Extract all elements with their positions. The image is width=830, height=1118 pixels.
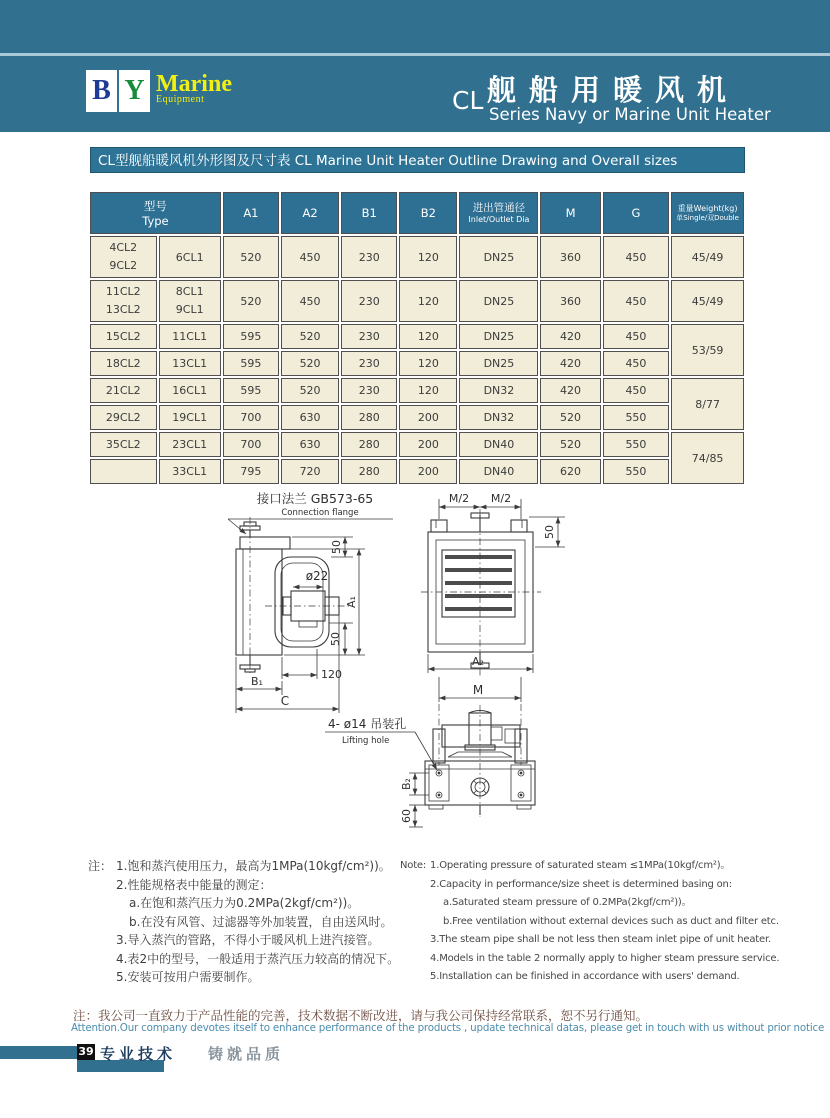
note-item: 3.导入蒸汽的管路，不得小于暖风机上进汽接管。 bbox=[116, 933, 380, 947]
note-item: 3.The steam pipe shall be not less then steam inlet pipe of unit heater. bbox=[430, 934, 771, 945]
table-cell: 74/85 bbox=[671, 432, 744, 484]
table-cell: 700 bbox=[223, 405, 279, 430]
table-cell: DN40 bbox=[459, 432, 538, 457]
table-cell: 630 bbox=[281, 405, 339, 430]
table-cell: 700 bbox=[223, 432, 279, 457]
table-cell: 420 bbox=[540, 324, 600, 349]
note-item: 5.安装可按用户需要制作。 bbox=[116, 970, 260, 984]
logo-marine-text: Marine bbox=[156, 71, 232, 97]
dim-120-label: 120 bbox=[321, 668, 342, 681]
page-subtitle-en: Series Navy or Marine Unit Heater bbox=[489, 105, 771, 124]
table-cell: DN32 bbox=[459, 405, 538, 430]
table-cell: 795 bbox=[223, 459, 279, 484]
table-row bbox=[90, 378, 744, 403]
table-cell: 520 bbox=[223, 280, 279, 322]
table-cell: 420 bbox=[540, 378, 600, 403]
table-cell: 33CL1 bbox=[159, 459, 221, 484]
dim-60-label: 60 bbox=[400, 809, 413, 823]
top-view bbox=[325, 704, 535, 827]
dim-50-right-label: 50 bbox=[543, 525, 556, 539]
table-cell: 4CL2 9CL2 bbox=[90, 236, 157, 278]
top-band bbox=[0, 0, 830, 53]
table-cell: 200 bbox=[399, 432, 457, 457]
table-header-row bbox=[90, 192, 744, 234]
flange-label-cn: 接口法兰 GB573-65 bbox=[256, 491, 374, 506]
table-cell: 230 bbox=[341, 280, 397, 322]
table-cell: 120 bbox=[399, 280, 457, 322]
table-cell: DN25 bbox=[459, 324, 538, 349]
dim-m-label: M bbox=[472, 683, 484, 697]
header-a1: A1 bbox=[223, 192, 279, 234]
table-cell: 29CL2 bbox=[90, 405, 157, 430]
dim-a1-label: A₁ bbox=[345, 596, 358, 608]
table-cell: 420 bbox=[540, 351, 600, 376]
page-number: 39 bbox=[78, 1045, 94, 1058]
motor-side bbox=[265, 591, 349, 627]
table-cell: 120 bbox=[399, 324, 457, 349]
table-cell: 13CL1 bbox=[159, 351, 221, 376]
table-cell: 520 bbox=[540, 405, 600, 430]
table-cell: 360 bbox=[540, 280, 600, 322]
dim-50-top-label: 50 bbox=[330, 540, 343, 554]
attention-en: Attention.Our company devotes itself to enhance performance of the products , update technical datas, please get in touch with us without prior notice bbox=[71, 1022, 825, 1034]
table-cell: 45/49 bbox=[671, 236, 744, 278]
table-cell: DN32 bbox=[459, 378, 538, 403]
dim-b1-label: B₁ bbox=[251, 675, 263, 688]
logo-letter-b: B bbox=[86, 70, 117, 112]
table-cell: 280 bbox=[341, 405, 397, 430]
table-cell: 11CL2 13CL2 bbox=[90, 280, 157, 322]
note-item: 2.Capacity in performance/size sheet is determined basing on: bbox=[430, 878, 732, 890]
heater-top-cap bbox=[240, 537, 290, 549]
section-title-bar: CL型舰船暖风机外形图及尺寸表 CL Marine Unit Heater Outline Drawing and Overall sizes bbox=[90, 147, 745, 173]
dim-c-label: C bbox=[280, 694, 290, 708]
header-weight-line2: 单Single/双Double bbox=[676, 214, 739, 222]
table-cell: 11CL1 bbox=[159, 324, 221, 349]
footer-slogan-right: 铸就品质 bbox=[208, 1045, 285, 1063]
table-cell: 230 bbox=[341, 378, 397, 403]
header-weight bbox=[671, 192, 744, 234]
table-cell: 120 bbox=[399, 351, 457, 376]
notes-cn-label: 注： bbox=[88, 859, 113, 873]
table-cell: 8CL1 9CL1 bbox=[159, 280, 221, 322]
table-cell: 200 bbox=[399, 405, 457, 430]
footer-bar bbox=[0, 1046, 77, 1059]
motor-top bbox=[465, 711, 502, 751]
table-cell: 595 bbox=[223, 324, 279, 349]
table-cell: 280 bbox=[341, 459, 397, 484]
table-row bbox=[90, 405, 744, 430]
table-cell: 21CL2 bbox=[90, 378, 157, 403]
table-cell: DN40 bbox=[459, 459, 538, 484]
notes-en bbox=[400, 857, 779, 987]
table-cell: 620 bbox=[540, 459, 600, 484]
fan-housing bbox=[442, 725, 520, 747]
table-cell: 120 bbox=[399, 378, 457, 403]
dim-m2-left-label: M/2 bbox=[448, 492, 470, 505]
table-cell: 520 bbox=[281, 351, 339, 376]
notes-cn bbox=[88, 857, 399, 987]
front-view bbox=[421, 492, 565, 702]
dim-a2-label: A₂ bbox=[472, 655, 484, 668]
table-cell: 595 bbox=[223, 351, 279, 376]
header-dia-cn: 进出管通径 bbox=[472, 201, 526, 214]
header-dia bbox=[459, 192, 538, 234]
side-view bbox=[228, 491, 393, 713]
header-type bbox=[90, 192, 221, 234]
header-a2: A2 bbox=[281, 192, 339, 234]
footer-slogan-left: 专业技术 bbox=[100, 1045, 177, 1063]
table-cell: 450 bbox=[603, 324, 670, 349]
table-row bbox=[90, 236, 744, 278]
page-title-cn: 舰船用暖风机 bbox=[487, 73, 740, 107]
note-item: 4.Models in the table 2 normally apply to higher steam pressure service. bbox=[430, 952, 780, 964]
dim-phi22-label: ø22 bbox=[305, 569, 329, 583]
logo-wordmark bbox=[156, 72, 232, 105]
table-row bbox=[90, 432, 744, 457]
table-cell: 550 bbox=[603, 459, 670, 484]
spec-table-wrap bbox=[88, 190, 746, 486]
flange-label-en: Connection flange bbox=[281, 508, 359, 518]
table-cell: 520 bbox=[281, 378, 339, 403]
attention-cn: 注：我公司一直致力于产品性能的完善，技术数据不断改进，请与我公司保持经常联系，恕不另行通知。 bbox=[73, 1008, 649, 1023]
dim-50-bottom-label: 50 bbox=[329, 632, 342, 646]
table-cell: 550 bbox=[603, 405, 670, 430]
table-cell: 230 bbox=[341, 324, 397, 349]
table-cell: DN25 bbox=[459, 236, 538, 278]
note-item: 1.Operating pressure of saturated steam ≤1MPa(10kgf/cm²)。 bbox=[430, 860, 731, 871]
table-cell: 35CL2 bbox=[90, 432, 157, 457]
header-band bbox=[0, 56, 830, 132]
table-cell: 720 bbox=[281, 459, 339, 484]
note-item: 1.饱和蒸汽使用压力，最高为1MPa(10kgf/cm²))。 bbox=[116, 859, 391, 873]
table-cell: 16CL1 bbox=[159, 378, 221, 403]
table-cell: 45/49 bbox=[671, 280, 744, 322]
notes-en-label: Note: bbox=[400, 860, 427, 871]
note-item: a.Saturated steam pressure of 0.2MPa(2kgf/cm²))。 bbox=[443, 897, 692, 908]
table-row bbox=[90, 324, 744, 349]
header-b2: B2 bbox=[399, 192, 457, 234]
company-logo bbox=[86, 70, 232, 112]
table-cell: 595 bbox=[223, 378, 279, 403]
note-item: 2.性能规格表中能量的测定： bbox=[116, 877, 272, 892]
table-cell: 520 bbox=[281, 324, 339, 349]
series-code: CL bbox=[452, 86, 484, 115]
lifting-hole-label-en: Lifting hole bbox=[342, 736, 390, 746]
table-cell: 230 bbox=[341, 236, 397, 278]
table-cell: 450 bbox=[603, 236, 670, 278]
table-cell: 280 bbox=[341, 432, 397, 457]
table-cell: 450 bbox=[281, 236, 339, 278]
note-item: b.Free ventilation without external devices such as duct and filter etc. bbox=[443, 915, 779, 927]
table-row bbox=[90, 351, 744, 376]
note-item: 5.Installation can be finished in accordance with users' demand. bbox=[430, 971, 740, 982]
header-type-en: Type bbox=[142, 214, 169, 228]
table-cell: 120 bbox=[399, 236, 457, 278]
header-m: M bbox=[540, 192, 600, 234]
table-cell: 8/77 bbox=[671, 378, 744, 430]
table-cell: 23CL1 bbox=[159, 432, 221, 457]
table-cell: 19CL1 bbox=[159, 405, 221, 430]
table-cell: 53/59 bbox=[671, 324, 744, 376]
table-cell: 450 bbox=[603, 351, 670, 376]
header-type-cn: 型号 bbox=[143, 199, 167, 213]
note-item: b.在没有风管、过滤器等外加装置，自由送风时。 bbox=[129, 914, 393, 929]
header-weight-line1: 重量Weight(kg) bbox=[677, 204, 738, 213]
table-cell: 360 bbox=[540, 236, 600, 278]
table-cell: 18CL2 bbox=[90, 351, 157, 376]
logo-equipment-text: Equipment bbox=[156, 94, 205, 105]
spec-table bbox=[88, 190, 746, 486]
dim-m2-right-label: M/2 bbox=[490, 492, 512, 505]
table-row bbox=[90, 280, 744, 322]
lifting-hole-label-cn: 4- ø14 吊装孔 bbox=[328, 717, 407, 731]
table-cell: 630 bbox=[281, 432, 339, 457]
note-item: 4.表2中的型号，一般适用于蒸汽压力较高的情况下。 bbox=[116, 951, 400, 966]
outline-drawing-svg bbox=[165, 465, 635, 865]
note-item: a.在饱和蒸汽压力为0.2MPa(2kgf/cm²))。 bbox=[129, 896, 360, 910]
table-cell: 200 bbox=[399, 459, 457, 484]
header-b1: B1 bbox=[341, 192, 397, 234]
header-g: G bbox=[603, 192, 670, 234]
table-cell: 520 bbox=[223, 236, 279, 278]
table-cell: 450 bbox=[281, 280, 339, 322]
table-cell: DN25 bbox=[459, 280, 538, 322]
table-cell: 520 bbox=[540, 432, 600, 457]
table-cell: 450 bbox=[603, 378, 670, 403]
dim-b2-label: B₂ bbox=[400, 778, 413, 790]
logo-letter-y: Y bbox=[119, 70, 150, 112]
table-cell: 550 bbox=[603, 432, 670, 457]
table-cell bbox=[90, 459, 157, 484]
table-cell: 15CL2 bbox=[90, 324, 157, 349]
header-dia-en: Inlet/Outlet Dia bbox=[468, 214, 530, 224]
table-cell: DN25 bbox=[459, 351, 538, 376]
table-cell: 6CL1 bbox=[159, 236, 221, 278]
table-cell: 450 bbox=[603, 280, 670, 322]
table-cell: 230 bbox=[341, 351, 397, 376]
